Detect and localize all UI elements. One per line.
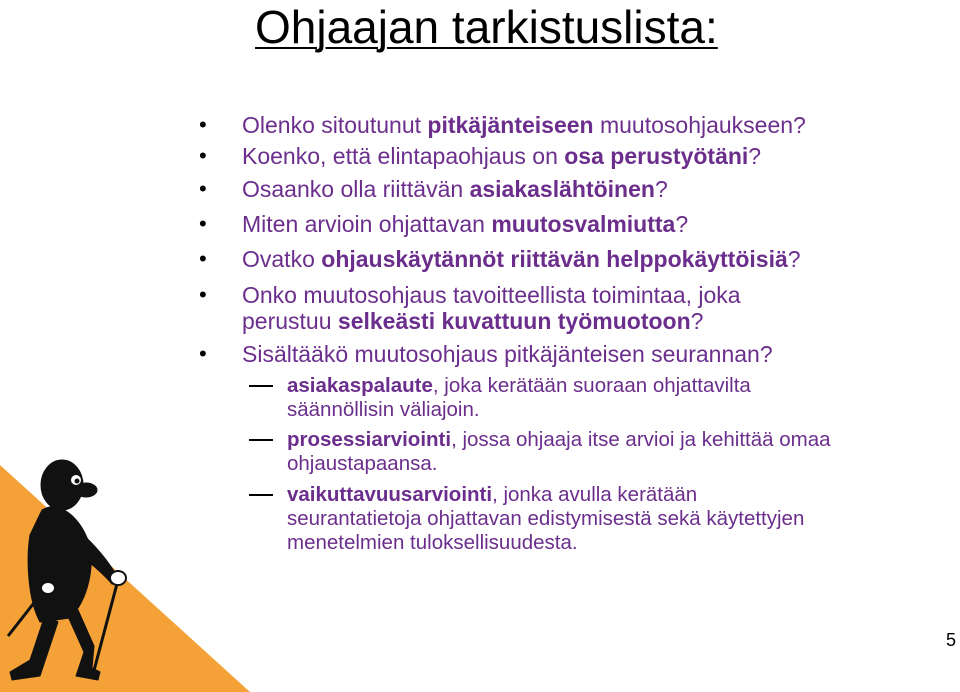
list-item: • Miten arvioin ohjattavan muutosvalmiutta?	[199, 211, 689, 237]
bullet-icon: •	[199, 282, 207, 307]
bullet-icon: •	[199, 341, 207, 366]
page-number: 5	[946, 630, 957, 650]
sub-list-item: asiakaspalaute, joka kerätään suoraan ohjattavilta säännöllisin väliajoin.	[287, 374, 957, 422]
bullet-icon: •	[199, 211, 207, 236]
sub-list-item: prosessiarviointi, jossa ohjaaja itse arvioi ja kehittää omaa ohjaustapaansa.	[287, 428, 957, 476]
sub-list-item: vaikuttavuusarviointi, jonka avulla kerätään seurantatietoja ohjattavan edistymisestä sekä käytettyjen menetelmien tuloksellisuudesta.	[287, 483, 957, 555]
list-item: • Olenko sitoutunut pitkäjänteiseen muutosohjaukseen?	[199, 112, 806, 138]
bullet-icon: •	[199, 246, 207, 271]
bullet-icon: •	[199, 143, 207, 168]
list-item: • Osaanko olla riittävän asiakaslähtöinen?	[199, 176, 668, 202]
list-item: • Sisältääkö muutosohjaus pitkäjänteisen seurannan?	[199, 341, 773, 367]
page-title: Ohjaajan tarkistuslista:	[255, 1, 718, 53]
list-item: • Ovatko ohjauskäytännöt riittävän helppokäyttöisiä?	[199, 246, 801, 272]
list-item: • Onko muutosohjaus tavoitteellista toimintaa, joka perustuu selkeästi kuvattuun työmuotoon?	[199, 282, 741, 334]
hiker-with-poles-icon	[0, 0, 260, 692]
bullet-icon: •	[199, 112, 207, 137]
bullet-icon: •	[199, 176, 207, 201]
list-item: • Koenko, että elintapaohjaus on osa perustyötäni?	[199, 143, 762, 169]
